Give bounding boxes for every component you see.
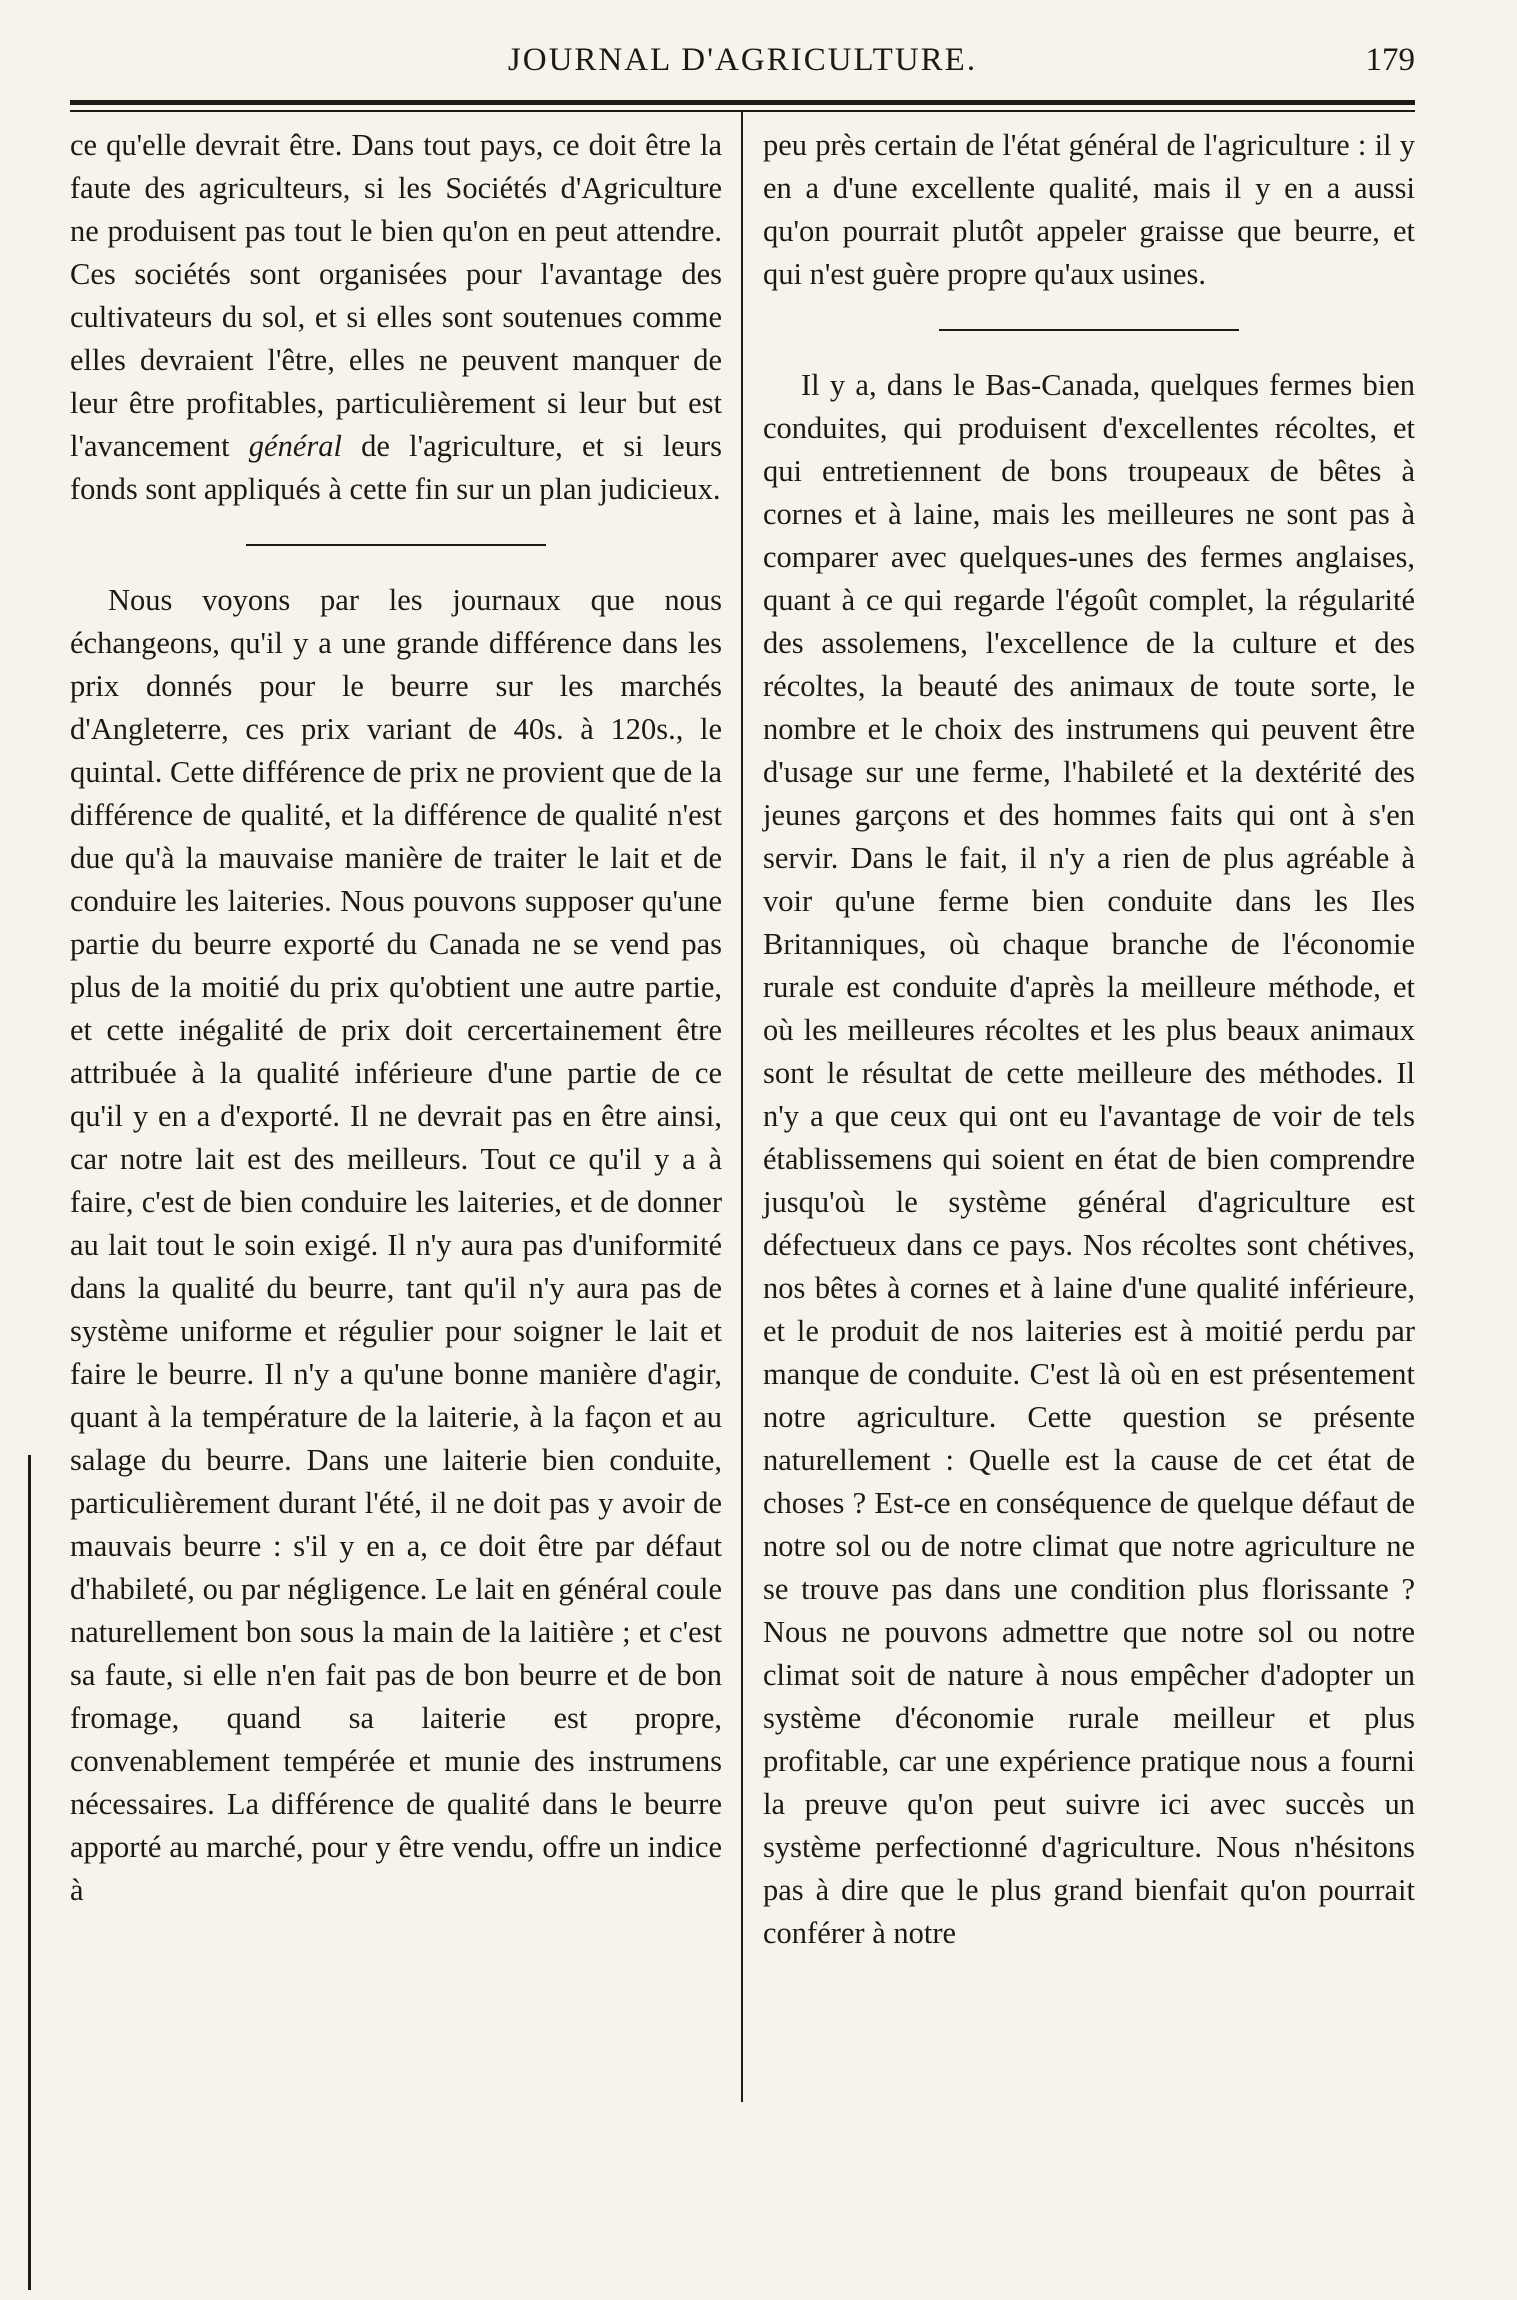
journal-title: JOURNAL D'AGRICULTURE. (507, 42, 978, 78)
column-divider (741, 112, 743, 2102)
right-column (763, 124, 1415, 1955)
left-paragraph-societies-text: ce qu'elle devrait être. Dans tout pays, ce doit être la faute des agriculteurs, si les Sociétés d'Agriculture ne produisent pas tout le bien qu'on en peut attendre. Ces sociétés sont organisées pour l'avantage des cultivateurs du sol, et si elles sont soutenues comme elles devraient l'être, elles ne peuvent manquer de leur être profitables, particulièrement si leur but est l'avancement (70, 128, 722, 463)
right-paragraph-farms: Il y a, dans le Bas-Canada, quelques fermes bien conduites, qui produisent d'excellentes récoltes, et qui entretiennent de bons troupeaux de bêtes à cornes et à laine, mais les meilleures ne sont pas à comparer avec quelques-unes des fermes anglaises, quant à ce qui regarde l'égoût complet, la régularité des assolemens, l'excellence de la culture et des récoltes, la beauté des animaux de toute sorte, le nombre et le choix des instrumens qui peuvent être d'usage sur une ferme, l'habileté et la dextérité des jeunes garçons et des hommes faits qui ont à s'en servir. Dans le fait, il n'y a rien de plus agréable à voir qu'une ferme bien conduite dans les Iles Britanniques, où chaque branche de l'économie rurale est conduite d'après la meilleure méthode, et où les meilleures récoltes et les plus beaux animaux sont le résultat de cette meilleure des méthodes. Il n'y a que ceux qui ont eu l'avantage de voir de tels établissemens qui soient en état de bien comprendre jusqu'où le système général d'agriculture est défectueux dans ce pays. Nos récoltes sont chétives, nos bêtes à cornes et à laine d'une qualité inférieure, et le produit de nos laiteries est à moitié perdu par manque de conduite. C'est là où en est présentement notre agriculture. Cette question se présente naturellement : Quelle est la cause de cet état de choses ? Est-ce en conséquence de quelque défaut de notre sol ou de notre climat que notre agriculture ne se trouve pas dans une condition plus florissante ? Nous ne pouvons admettre que notre sol ou notre climat soit de nature à nous empêcher d'adopter un système d'économie rurale meilleur et plus profitable, car une expérience pratique nous a fourni la preuve qu'on peut suivre ici avec succès un système perfectionné d'agriculture. Nous n'hésitons pas à dire que le plus grand bienfait qu'on pourrait conférer à notre (763, 368, 1415, 1950)
left-paragraph-butter: Nous voyons par les journaux que nous échangeons, qu'il y a une grande différence dans les prix donnés pour le beurre sur les marchés d'Angleterre, ces prix variant de 40s. à 120s., le quintal. Cette différence de prix ne provient que de la différence de qualité, et la différence de qualité n'est due qu'à la mauvaise manière de traiter le lait et de conduire les laiteries. Nous pouvons supposer qu'une partie du beurre exporté du Canada ne se vend pas plus de la moitié du prix qu'obtient une autre partie, et cette inégalité de prix doit cercertainement être attribuée à la qualité inférieure d'une partie de ce qu'il y en a d'exporté. Il ne devrait pas en être ainsi, car notre lait est des meilleurs. Tout ce qu'il y a à faire, c'est de bien conduire les laiteries, et de donner au lait tout le soin exigé. Il n'y aura pas d'uniformité dans la qualité du beurre, tant qu'il n'y aura pas de système uniforme et régulier pour soigner le lait et faire le beurre. Il n'y a qu'une bonne manière d'agir, quant à la température de la laiterie, à la façon et au salage du beurre. Dans une laiterie bien conduite, particulièrement durant l'été, il ne doit pas y avoir de mauvais beurre : s'il y en a, ce doit être par défaut d'habileté, ou par négligence. Le lait en général coule naturellement bon sous la main de la laitière ; et c'est sa faute, si elle n'en fait pas de bon beurre et de bon fromage, quand sa laiterie est propre, convenablement tempérée et munie des instrumens nécessaires. La différence de qualité dans le beurre apporté au marché, pour y être vendu, offre un indice à (70, 583, 722, 1907)
page-header (70, 42, 1415, 92)
right-paragraph-continuation: peu près certain de l'état général de l'agriculture : il y en a d'une excellente qualité, mais il y en a aussi qu'on pourrait plutôt appeler graisse que beurre, et qui n'est guère propre qu'aux usines. (763, 128, 1415, 291)
right-section-rule (939, 329, 1239, 331)
left-paragraph-societies-end: de l'agriculture, et si leurs fonds sont appliqués à cette fin sur un plan judicieux. (70, 429, 723, 506)
page-number: 179 (1365, 42, 1415, 78)
header-rule-thick (70, 100, 1415, 105)
left-column (70, 124, 722, 1912)
left-paragraph-societies (70, 124, 722, 511)
left-paragraph-emphasis: général (248, 429, 342, 463)
left-section-rule (246, 544, 546, 546)
margin-mark (28, 1455, 31, 2290)
